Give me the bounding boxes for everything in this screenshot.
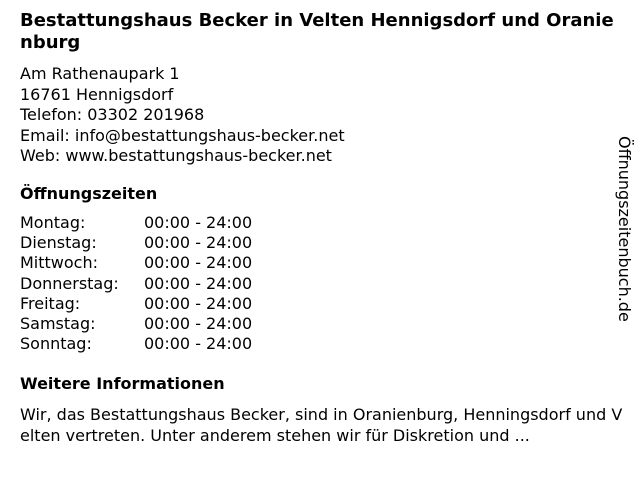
opening-hours-heading: Öffnungszeiten <box>20 184 158 203</box>
hours-value: 00:00 - 24:00 <box>144 233 253 253</box>
day-label: Freitag: <box>20 293 81 313</box>
page-title: Bestattungshaus Becker in Velten Hennigsdorf und Oranienburg <box>20 10 614 53</box>
more-info-heading: Weitere Informationen <box>20 374 225 393</box>
hours-value: 00:00 - 24:00 <box>144 313 253 333</box>
hours-value: 00:00 - 24:00 <box>144 334 253 354</box>
site-watermark: Öffnungszeitenbuch.de <box>615 136 634 322</box>
day-label: Samstag: <box>20 313 96 333</box>
day-label: Sonntag: <box>20 334 92 354</box>
hours-value: 00:00 - 24:00 <box>144 273 253 293</box>
hours-value: 00:00 - 24:00 <box>144 213 253 232</box>
phone-number: Telefon: 03302 201968 <box>20 105 205 124</box>
address-city: 16761 Hennigsdorf <box>20 84 174 104</box>
day-label: Montag: <box>20 213 86 232</box>
day-label: Donnerstag: <box>20 273 119 293</box>
day-label: Dienstag: <box>20 233 97 253</box>
contact-block <box>20 64 345 167</box>
website-address: Web: www.bestattungshaus-becker.net <box>20 146 332 165</box>
address-street: Am Rathenaupark 1 <box>20 64 180 83</box>
more-info-text: Wir, das Bestattungshaus Becker, sind in Oranienburg, Henningsdorf und Velten vertreten. Unter anderem stehen wir für Diskretion und ... <box>20 405 623 445</box>
hours-value: 00:00 - 24:00 <box>144 293 253 313</box>
hours-value: 00:00 - 24:00 <box>144 253 253 273</box>
email-address: Email: info@bestattungshaus-becker.net <box>20 125 345 145</box>
day-label: Mittwoch: <box>20 253 98 273</box>
